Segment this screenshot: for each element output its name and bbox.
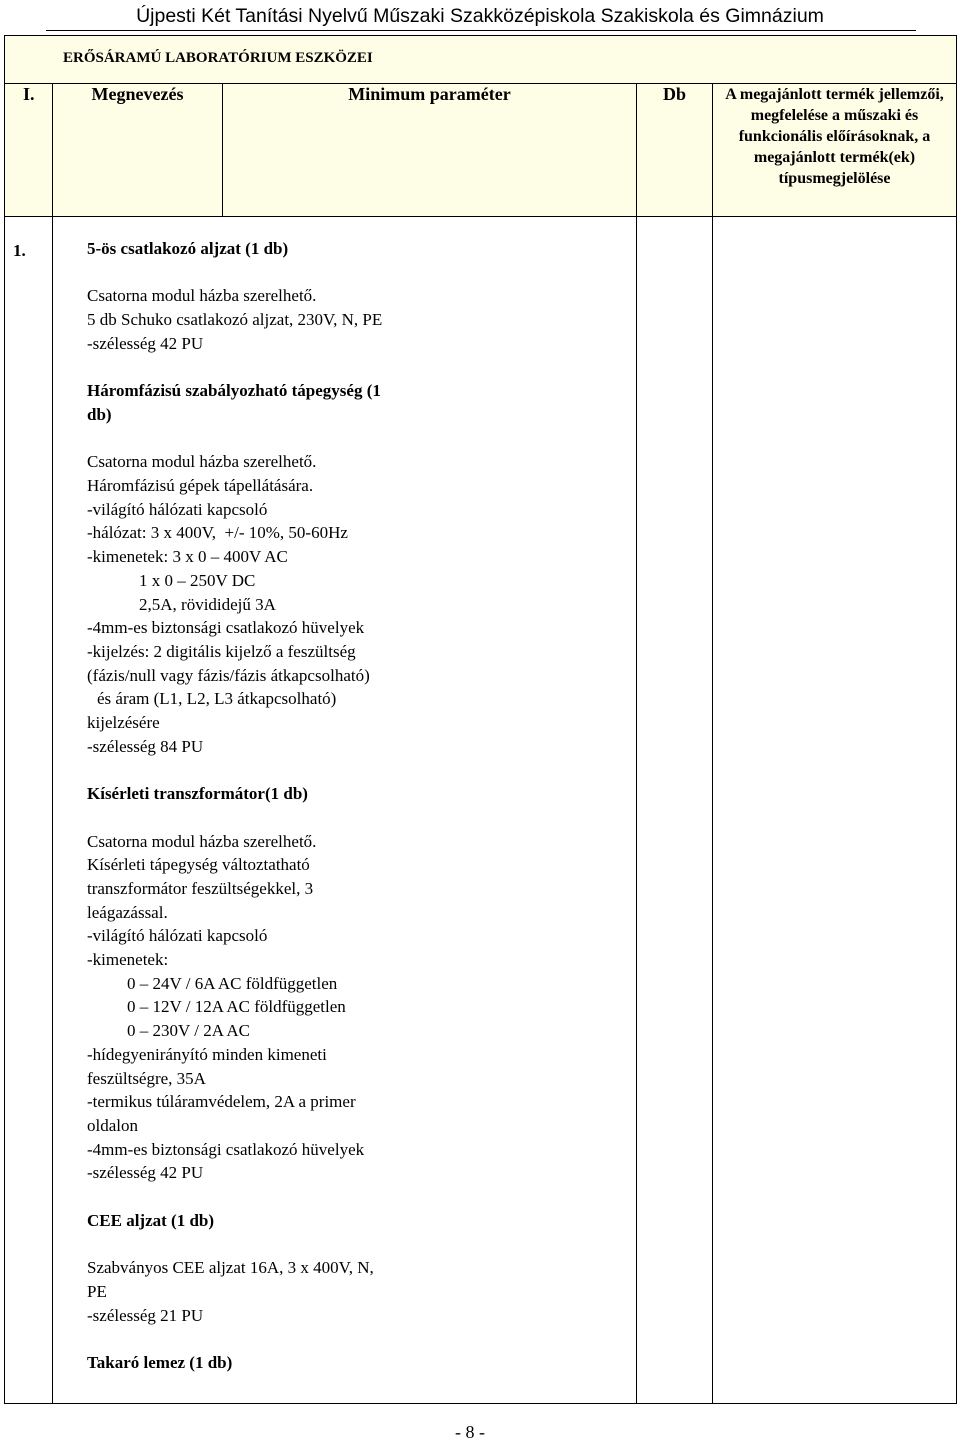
item-heading: Takaró lemez (1 db) xyxy=(87,1352,233,1372)
column-header-min-param: Minimum paraméter xyxy=(223,84,637,217)
spec-line: (fázis/null vagy fázis/fázis átkapcsolható) xyxy=(87,665,370,685)
spec-line: -4mm-es biztonsági csatlakozó hüvelyek xyxy=(87,618,365,638)
qty-cell xyxy=(637,217,713,1404)
offer-cell xyxy=(713,217,957,1404)
table-title-row xyxy=(5,36,957,84)
spec-line: transzformátor feszültségekkel, 3 xyxy=(87,878,314,898)
page-number: - 8 - xyxy=(455,1422,485,1442)
spec-line: -szélesség 84 PU xyxy=(87,736,204,756)
spec-line: feszültségre, 35A xyxy=(87,1068,206,1088)
spec-line: 5 db Schuko csatlakozó aljzat, 230V, N, PE xyxy=(87,310,383,330)
table-header-row xyxy=(5,84,957,217)
spec-line: 1 x 0 – 250V DC xyxy=(139,570,256,590)
spec-line: -termikus túláramvédelem, 2A a primer xyxy=(87,1092,356,1112)
spec-line: Csatorna modul házba szerelhető. xyxy=(87,286,317,306)
spec-line: -szélesség 42 PU xyxy=(87,333,204,353)
column-header-offer: A megajánlott termék jellemzői, megfelelése a műszaki és funkcionális előírásoknak, a megajánlott termék(ek) típusmegjelölése xyxy=(713,84,957,217)
spec-line: 0 – 24V / 6A AC földfüggetlen xyxy=(127,973,338,993)
spec-line: -hídegyenirányító minden kimeneti xyxy=(87,1044,327,1064)
spec-line: kijelzésére xyxy=(87,713,160,733)
table-title-cell xyxy=(5,36,957,84)
spec-line: -kimenetek: xyxy=(87,950,169,970)
column-header-qty: Db xyxy=(637,84,713,217)
spec-line: és áram (L1, L2, L3 átkapcsolható) xyxy=(97,689,337,709)
spec-line: oldalon xyxy=(87,1115,138,1135)
spec-line: -4mm-es biztonsági csatlakozó hüvelyek xyxy=(87,1139,365,1159)
spec-line: Kísérleti tápegység változtatható xyxy=(87,855,310,875)
spec-line: Szabványos CEE aljzat 16A, 3 x 400V, N, xyxy=(87,1258,374,1278)
spec-line: 0 – 230V / 2A AC xyxy=(127,1021,250,1041)
spec-line: -szélesség 42 PU xyxy=(87,1163,204,1183)
spec-line: Csatorna modul házba szerelhető. xyxy=(87,831,317,851)
spec-line: 2,5A, rövididejű 3A xyxy=(139,594,276,614)
spec-line: -világító hálózati kapcsoló xyxy=(87,499,268,519)
item-heading: Kísérleti transzformátor(1 db) xyxy=(87,784,308,804)
spec-line: PE xyxy=(87,1281,107,1301)
item-number: 1. xyxy=(5,217,53,1404)
spec-line: -kijelzés: 2 digitális kijelző a feszültség xyxy=(87,641,356,661)
header-divider xyxy=(46,30,916,31)
item-heading: CEE aljzat (1 db) xyxy=(87,1210,215,1230)
school-header: Újpesti Két Tanítási Nyelvű Műszaki Szakközépiskola Szakiskola és Gimnázium xyxy=(136,5,824,27)
equipment-table xyxy=(4,35,957,1404)
spec-text xyxy=(87,237,626,1375)
column-header-name: Megnevezés xyxy=(53,84,223,217)
spec-line: -hálózat: 3 x 400V, +/- 10%, 50-60Hz xyxy=(87,523,348,543)
table-title: ERŐSÁRAMÚ LABORATÓRIUM ESZKÖZEI xyxy=(63,50,373,66)
spec-line: Csatorna modul házba szerelhető. xyxy=(87,452,317,472)
spec-line: 0 – 12V / 12A AC földfüggetlen xyxy=(127,997,346,1017)
spec-line: leágazással. xyxy=(87,902,168,922)
item-heading: db) xyxy=(87,404,112,424)
item-heading: Háromfázisú szabályozható tápegység (1 xyxy=(87,381,381,401)
spec-line: -szélesség 21 PU xyxy=(87,1305,204,1325)
spec-cell xyxy=(53,217,637,1404)
spec-line: -kimenetek: 3 x 0 – 400V AC xyxy=(87,547,288,567)
section-number: I. xyxy=(5,84,53,217)
table-row xyxy=(5,217,957,1404)
spec-line: Háromfázisú gépek tápellátására. xyxy=(87,475,314,495)
spec-line: -világító hálózati kapcsoló xyxy=(87,926,268,946)
item-heading: 5-ös csatlakozó aljzat (1 db) xyxy=(87,239,289,258)
